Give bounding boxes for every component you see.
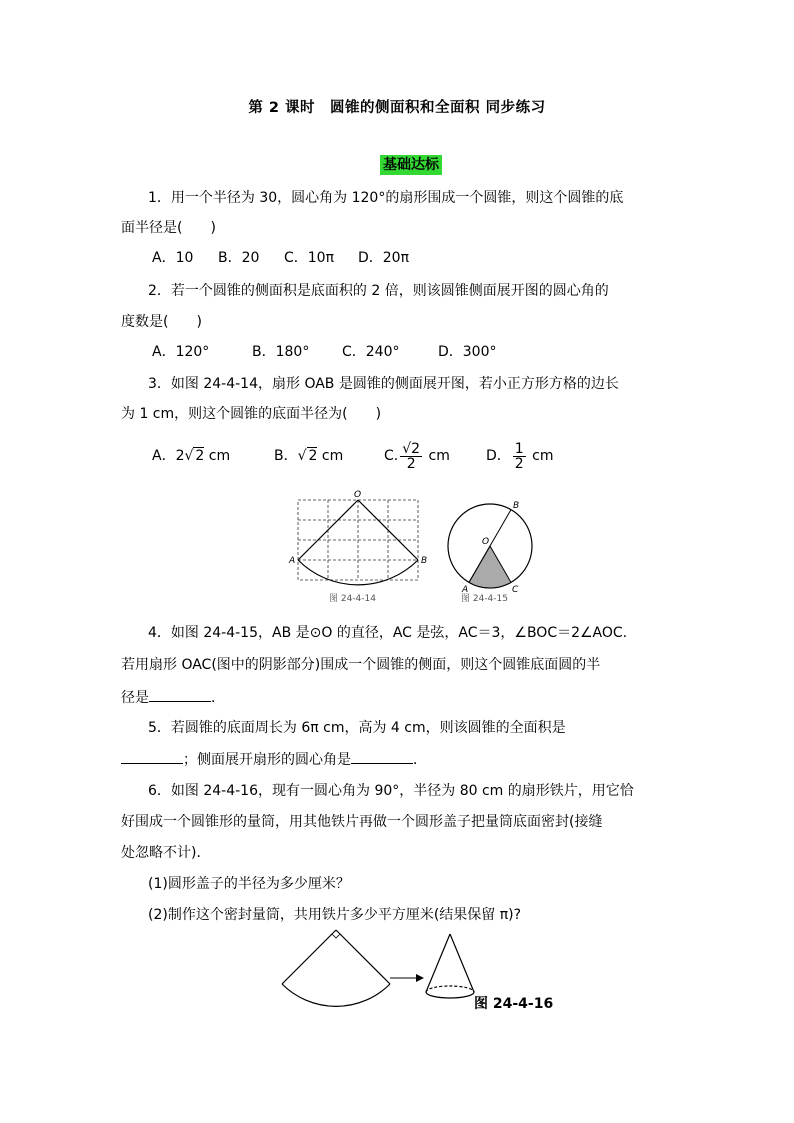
q3-option-d-denominator: 2 [514,455,524,472]
q3-option-c-unit: cm [428,448,450,464]
q6-line3: 处忽略不计)． [121,845,211,861]
figure-24-4-14-grid [298,500,418,580]
cone-side-right [450,934,474,992]
q5-total-area-blank[interactable] [121,749,183,764]
fig15-label-a: A [462,585,469,595]
section-badge: 基础达标 [380,155,442,175]
q1-option-a: A．10 [152,250,194,266]
q3-option-d-prefix: D． [486,448,511,464]
sector-edge-left [282,930,336,984]
q3-line1: 3．如图 24-4-14，扇形 OAB 是圆锥的侧面展开图，若小正方形方格的边长 [148,376,619,392]
q3-option-a-prefix: A．2 [152,448,185,464]
q1-option-b: B．20 [218,250,260,266]
q5-line2-end: ． [413,752,427,768]
q2-option-b: B．180° [252,344,310,360]
q4-line2: 若用扇形 OAC(图中的阴影部分)围成一个圆锥的侧面，则这个圆锥底面圆的半 [121,657,601,673]
q2-options [152,342,497,362]
q1-option-d: D．20π [358,250,410,266]
q4-line3-text: 径是 [121,690,149,706]
q2-option-d: D．300° [438,344,497,360]
fig14-label-o: O [354,490,362,500]
cone-base-front [426,992,474,998]
cone-side-left [426,934,450,992]
q2-line1: 2．若一个圆锥的侧面积是底面积的 2 倍，则该圆锥侧面展开图的圆心角的 [148,283,609,299]
q4-line1: 4．如图 24-4-15，AB 是⊙O 的直径，AC 是弦，AC＝3，∠BOC＝2∠AOC. [148,625,628,641]
q3-option-c-prefix: C. [384,448,399,464]
q1-line1: 1．用一个半径为 30，圆心角为 120°的扇形围成一个圆锥，则这个圆锥的底 [148,190,624,206]
fig14-label-b: B [421,556,428,566]
right-angle-marker [332,934,340,938]
sqrt-icon: √ [297,448,307,464]
sqrt-icon: √ [184,448,194,464]
q5-line2 [121,749,427,770]
q6-line2: 好围成一个圆锥形的量筒，用其他铁片再做一个圆形盖子把量筒底面密封(接缝 [121,814,603,830]
q6-sub1: (1)圆形盖子的半径为多少厘米？ [148,876,350,892]
q3-option-a [152,440,274,472]
figures-14-15 [286,488,546,608]
fig15-caption: 图 24-4-15 [461,594,508,604]
q3-option-d-numerator: 1 [514,440,524,457]
q3-option-d [486,440,554,472]
q6-line1: 6．如图 24-4-16，现有一圆心角为 90°，半径为 80 cm 的扇形铁片，用它恰 [148,783,634,799]
q3-option-b-prefix: B． [274,448,298,464]
fig15-label-b: B [513,501,520,511]
q3-option-c-denominator: 2 [406,455,416,472]
q2-option-c: C．240° [342,344,400,360]
q3-option-c-numerator: √2 [402,440,421,457]
shaded-sector-oac [469,546,511,588]
q1-options [152,248,409,268]
page-title: 第 2 课时 圆锥的侧面积和全面积 同步练习 [248,100,546,116]
figure-24-4-15 [448,504,532,588]
fig16-caption: 图 24-4-16 [474,996,554,1012]
fig15-label-o: O [482,537,490,547]
arrow-icon [390,974,424,982]
q3-option-c-fraction [400,442,422,471]
fig14-label-a: A [289,556,296,566]
unrolled-sector [282,930,390,1006]
q3-option-b-radicand: 2 [308,448,318,464]
q1-line2: 面半径是( ) [121,220,216,236]
q5-line1: 5．若圆锥的底面周长为 6π cm，高为 4 cm，则该圆锥的全面积是 [148,720,566,736]
q3-option-c [384,440,486,472]
q3-line2: 为 1 cm，则这个圆锥的底面半径为( ) [121,406,382,422]
q3-option-d-unit: cm [532,448,554,464]
q2-line2: 度数是( ) [121,314,202,330]
q3-option-d-fraction [513,442,526,471]
q5-angle-blank[interactable] [351,749,413,764]
q4-answer-blank[interactable] [149,687,211,702]
q4-line3-end: ． [211,690,225,706]
q2-option-a: A．120° [152,344,210,360]
cone [426,934,474,998]
q3-option-b [274,440,384,472]
q3-option-a-unit: cm [208,448,231,464]
sector-edge-right [336,930,390,984]
q3-option-a-radicand: 2 [195,448,205,464]
cone-base-back [426,986,474,992]
fig14-caption: 图 24-4-14 [329,594,376,604]
q6-sub2: (2)制作这个密封量筒，共用铁片多少平方厘米(结果保留 π)? [148,907,522,923]
q3-options [152,440,554,472]
q5-line2-text: ；侧面展开扇形的圆心角是 [183,752,351,768]
fig15-label-c: C [512,585,519,595]
q3-option-b-unit: cm [321,448,344,464]
q1-option-c: C．10π [284,250,335,266]
sector-arc [282,984,390,1006]
q4-line3 [121,687,225,708]
figure-24-4-16 [278,928,558,1018]
